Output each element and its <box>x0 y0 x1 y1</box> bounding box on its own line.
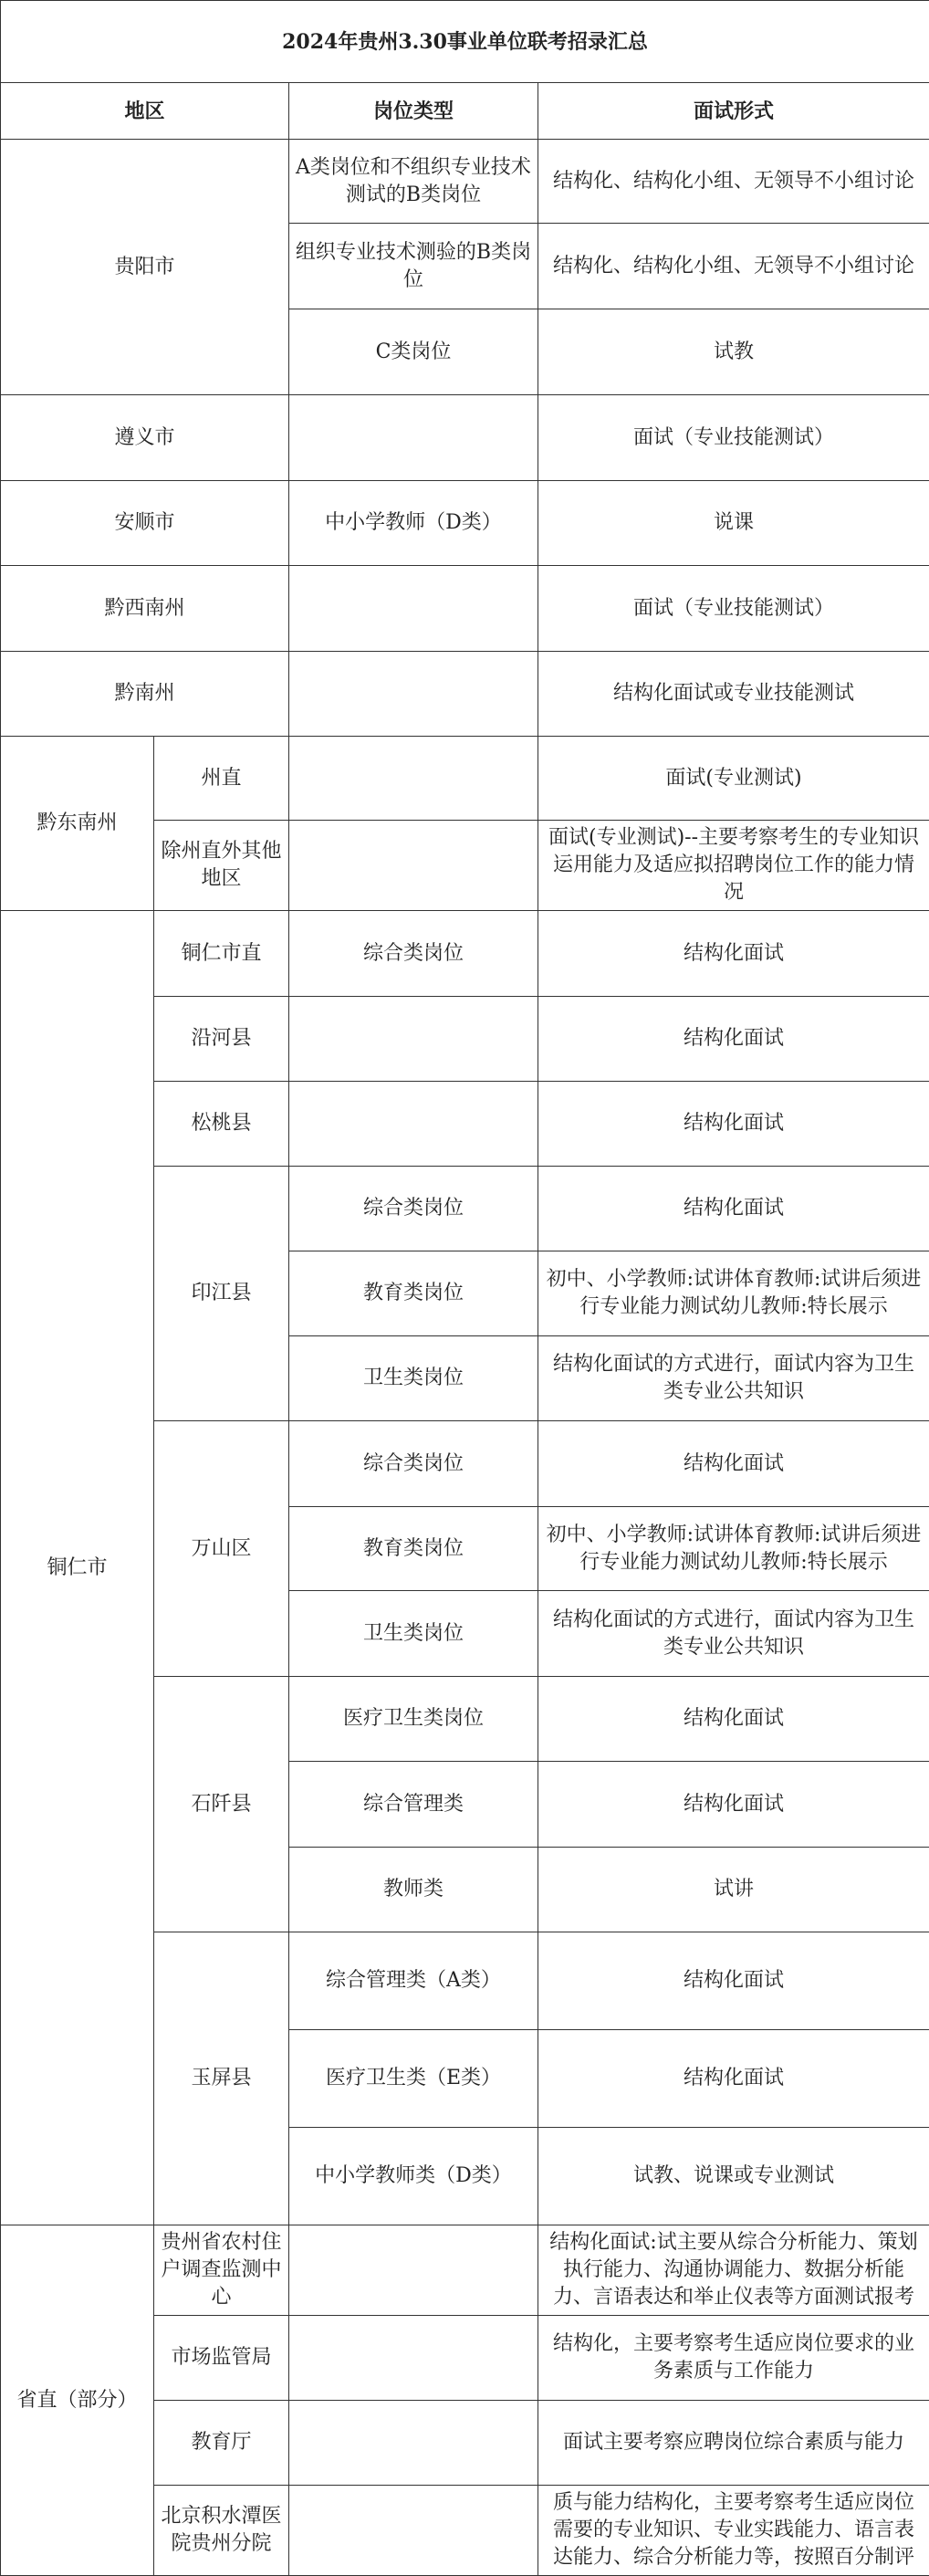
interview-format-cell: 结构化面试:试主要从综合分析能力、策划执行能力、沟通协调能力、数据分析能力、言语表达和举止仪表等方面测试报考 <box>538 2225 929 2316</box>
subregion-cell: 教育厅 <box>154 2401 289 2486</box>
interview-format-cell: 面试(专业测试) <box>538 737 929 821</box>
subregion-cell: 除州直外其他地区 <box>154 821 289 911</box>
post-type-cell: 中小学教师（D类） <box>289 481 538 566</box>
post-type-cell <box>289 2401 538 2486</box>
region-anshun: 安顺市 <box>1 481 289 566</box>
post-type-cell <box>289 1082 538 1167</box>
subregion-cell: 玉屏县 <box>154 1932 289 2225</box>
interview-format-cell: 质与能力结构化，主要考察考生适应岗位需要的专业知识、专业实践能力、语言表达能力、综合分析能力等，按照百分制评 <box>538 2486 929 2576</box>
interview-format-cell: 结构化面试 <box>538 1762 929 1848</box>
post-type-cell <box>289 2316 538 2401</box>
interview-format-cell: 说课 <box>538 481 929 566</box>
subregion-cell: 州直 <box>154 737 289 821</box>
subregion-cell: 松桃县 <box>154 1082 289 1167</box>
post-type-cell: 卫生类岗位 <box>289 1336 538 1421</box>
subregion-cell: 万山区 <box>154 1421 289 1677</box>
interview-format-cell: 结构化，主要考察考生适应岗位要求的业务素质与工作能力 <box>538 2316 929 2401</box>
post-type-cell: 教育类岗位 <box>289 1251 538 1336</box>
post-type-cell: 组织专业技术测验的B类岗位 <box>289 224 538 309</box>
post-type-cell: 医疗卫生类岗位 <box>289 1677 538 1762</box>
subregion-cell: 市场监管局 <box>154 2316 289 2401</box>
region-qiannan: 黔南州 <box>1 652 289 737</box>
post-type-cell <box>289 997 538 1082</box>
interview-format-cell: 结构化面试 <box>538 1421 929 1507</box>
subregion-cell: 北京积水潭医院贵州分院 <box>154 2486 289 2576</box>
interview-format-cell: 试教、说课或专业测试 <box>538 2128 929 2225</box>
interview-format-cell: 结构化面试 <box>538 1167 929 1251</box>
interview-format-cell: 面试（专业技能测试） <box>538 566 929 652</box>
subregion-cell: 印江县 <box>154 1167 289 1421</box>
subregion-cell: 贵州省农村住户调查监测中心 <box>154 2225 289 2316</box>
interview-format-cell: 结构化、结构化小组、无领导不小组讨论 <box>538 224 929 309</box>
interview-format-cell: 结构化面试 <box>538 1677 929 1762</box>
interview-format-cell: 结构化面试 <box>538 2030 929 2128</box>
post-type-cell <box>289 2225 538 2316</box>
post-type-cell: 卫生类岗位 <box>289 1591 538 1677</box>
post-type-cell <box>289 737 538 821</box>
interview-format-cell: 结构化面试的方式进行，面试内容为卫生类专业公共知识 <box>538 1336 929 1421</box>
region-guiyang: 贵阳市 <box>1 140 289 395</box>
region-qianxinan: 黔西南州 <box>1 566 289 652</box>
post-type-cell: 综合管理类 <box>289 1762 538 1848</box>
post-type-cell: 教育类岗位 <box>289 1507 538 1591</box>
interview-format-cell: 结构化面试 <box>538 1082 929 1167</box>
subregion-cell: 沿河县 <box>154 997 289 1082</box>
interview-format-cell: 结构化面试或专业技能测试 <box>538 652 929 737</box>
interview-format-cell: 面试（专业技能测试） <box>538 395 929 481</box>
subregion-cell: 铜仁市直 <box>154 911 289 997</box>
interview-format-cell: 结构化面试的方式进行，面试内容为卫生类专业公共知识 <box>538 1591 929 1677</box>
post-type-cell: C类岗位 <box>289 309 538 395</box>
interview-format-cell: 结构化、结构化小组、无领导不小组讨论 <box>538 140 929 224</box>
region-qiandongnan: 黔东南州 <box>1 737 154 911</box>
region-zunyi: 遵义市 <box>1 395 289 481</box>
interview-format-cell: 初中、小学教师:试讲体育教师:试讲后须进行专业能力测试幼儿教师:特长展示 <box>538 1251 929 1336</box>
post-type-cell: 教师类 <box>289 1848 538 1932</box>
post-type-cell: 综合管理类（A类） <box>289 1932 538 2030</box>
region-tongren: 铜仁市 <box>1 911 154 2225</box>
interview-format-cell: 结构化面试 <box>538 911 929 997</box>
subregion-cell: 石阡县 <box>154 1677 289 1932</box>
table-title: 2024年贵州3.30事业单位联考招录汇总 <box>1 1 929 83</box>
interview-format-cell: 结构化面试 <box>538 997 929 1082</box>
post-type-cell: 综合类岗位 <box>289 1421 538 1507</box>
post-type-cell: 医疗卫生类（E类） <box>289 2030 538 2128</box>
region-shengzhi: 省直（部分） <box>1 2225 154 2576</box>
header-post-type: 岗位类型 <box>289 83 538 140</box>
post-type-cell <box>289 395 538 481</box>
interview-format-cell: 面试主要考察应聘岗位综合素质与能力 <box>538 2401 929 2486</box>
interview-format-cell: 试讲 <box>538 1848 929 1932</box>
header-interview-format: 面试形式 <box>538 83 929 140</box>
post-type-cell <box>289 652 538 737</box>
post-type-cell: 中小学教师类（D类） <box>289 2128 538 2225</box>
header-region: 地区 <box>1 83 289 140</box>
interview-format-cell: 面试(专业测试)--主要考察考生的专业知识运用能力及适应拟招聘岗位工作的能力情况 <box>538 821 929 911</box>
interview-format-cell: 结构化面试 <box>538 1932 929 2030</box>
post-type-cell <box>289 821 538 911</box>
post-type-cell <box>289 566 538 652</box>
interview-format-cell: 试教 <box>538 309 929 395</box>
interview-format-cell: 初中、小学教师:试讲体育教师:试讲后须进行专业能力测试幼儿教师:特长展示 <box>538 1507 929 1591</box>
post-type-cell: 综合类岗位 <box>289 911 538 997</box>
post-type-cell <box>289 2486 538 2576</box>
post-type-cell: 综合类岗位 <box>289 1167 538 1251</box>
post-type-cell: A类岗位和不组织专业技术测试的B类岗位 <box>289 140 538 224</box>
